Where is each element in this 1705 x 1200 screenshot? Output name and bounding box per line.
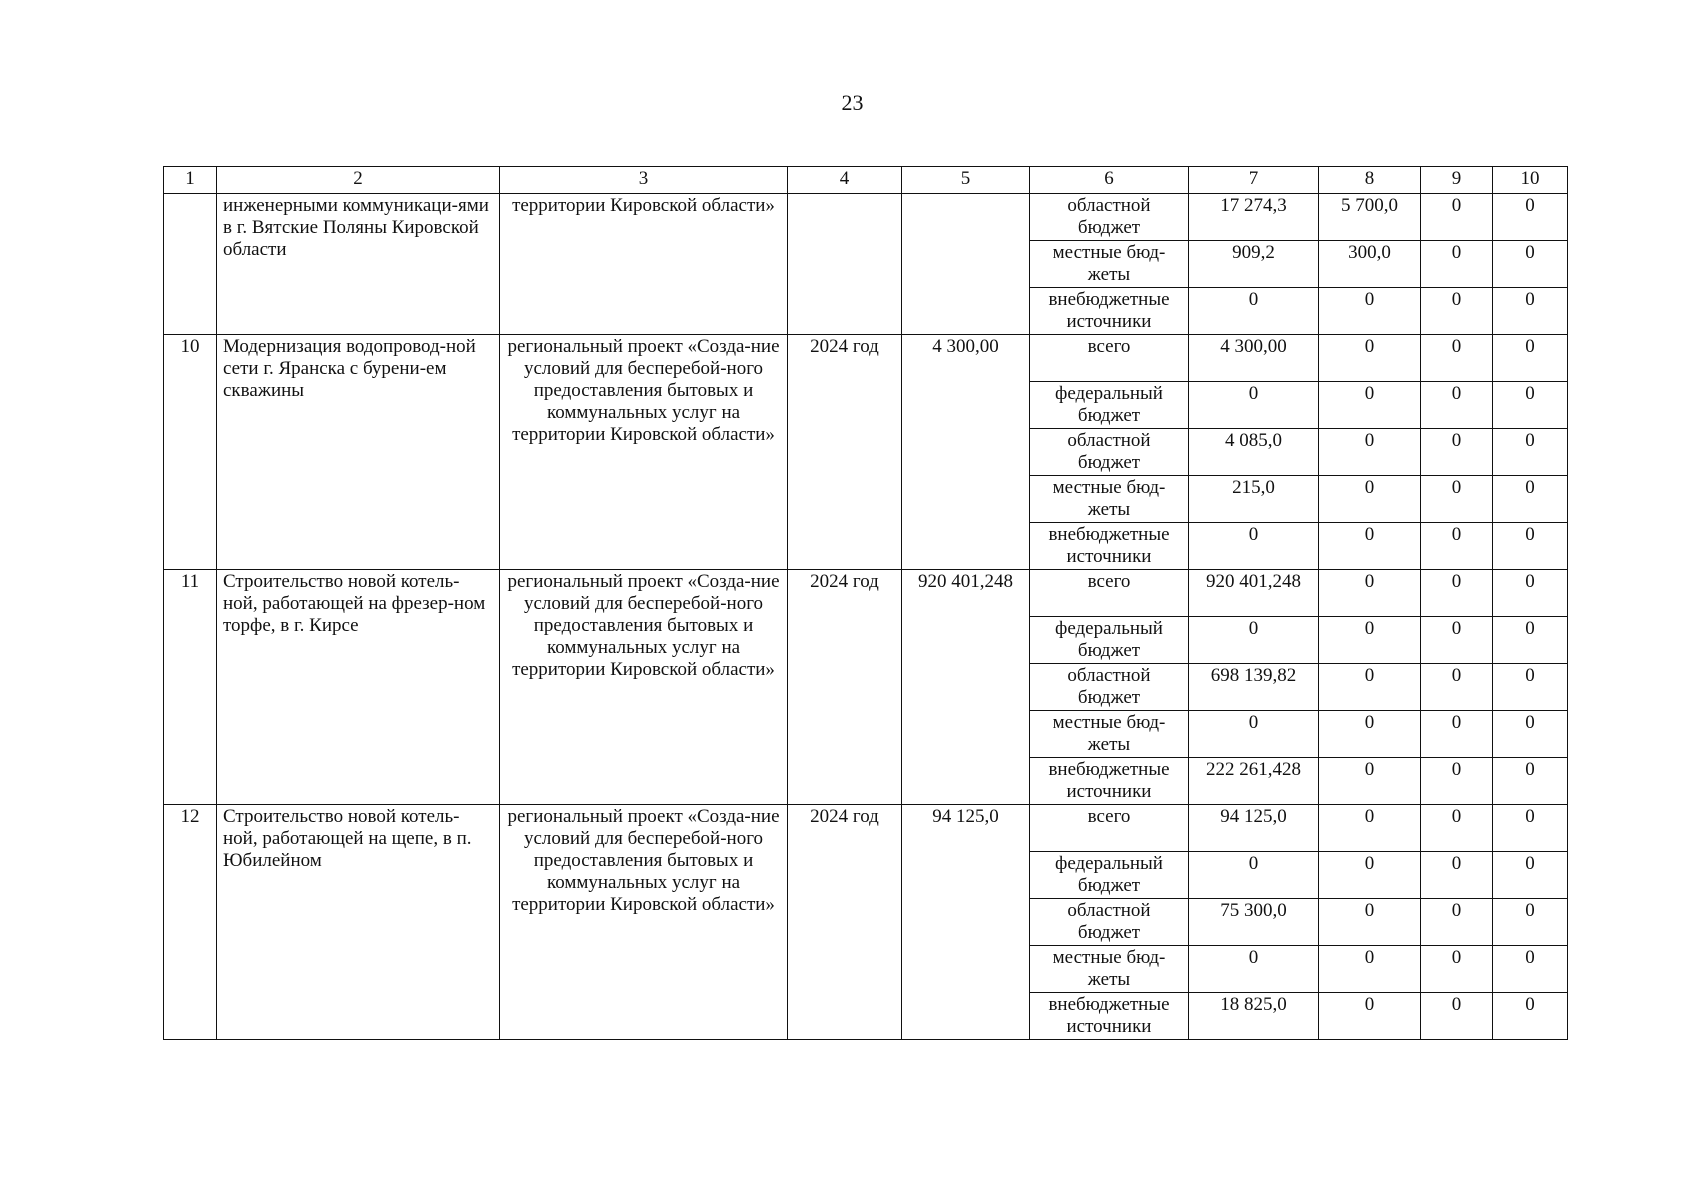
source-label: местные бюд-жеты (1030, 711, 1189, 758)
amount-cell: 94 125,0 (902, 805, 1030, 1040)
col10-value: 0 (1493, 335, 1568, 382)
col10-value: 0 (1493, 194, 1568, 241)
col8-value: 0 (1319, 382, 1421, 429)
col7-value: 215,0 (1189, 476, 1319, 523)
col9-value: 0 (1421, 523, 1493, 570)
col9-value: 0 (1421, 617, 1493, 664)
row-number-cell (164, 194, 217, 335)
col7-value: 0 (1189, 946, 1319, 993)
col9-value: 0 (1421, 664, 1493, 711)
source-label: внебюджетные источники (1030, 993, 1189, 1040)
object-name-cell: инженерными коммуникаци-ями в г. Вятские Поляны Кировской области (217, 194, 500, 335)
col7-value: 0 (1189, 382, 1319, 429)
header-cell: 5 (902, 167, 1030, 194)
col10-value: 0 (1493, 288, 1568, 335)
source-label: всего (1030, 335, 1189, 382)
col8-value: 0 (1319, 335, 1421, 382)
col7-value: 920 401,248 (1189, 570, 1319, 617)
col8-value: 0 (1319, 711, 1421, 758)
col8-value: 0 (1319, 664, 1421, 711)
header-cell: 9 (1421, 167, 1493, 194)
amount-cell: 4 300,00 (902, 335, 1030, 570)
col8-value: 0 (1319, 570, 1421, 617)
header-cell: 8 (1319, 167, 1421, 194)
row-number-cell: 12 (164, 805, 217, 1040)
source-label: областной бюджет (1030, 429, 1189, 476)
source-label: областной бюджет (1030, 899, 1189, 946)
col8-value: 0 (1319, 946, 1421, 993)
col7-value: 222 261,428 (1189, 758, 1319, 805)
year-cell: 2024 год (788, 335, 902, 570)
project-cell: региональный проект «Созда-ние условий для бесперебой-ного предоставления бытовых и коммунальных услуг на территории Кировской области» (500, 335, 788, 570)
col8-value: 0 (1319, 617, 1421, 664)
col8-value: 0 (1319, 288, 1421, 335)
col8-value: 0 (1319, 758, 1421, 805)
year-cell: 2024 год (788, 570, 902, 805)
col7-value: 0 (1189, 617, 1319, 664)
col10-value: 0 (1493, 523, 1568, 570)
col10-value: 0 (1493, 476, 1568, 523)
col8-value: 5 700,0 (1319, 194, 1421, 241)
col7-value: 698 139,82 (1189, 664, 1319, 711)
object-name-cell: Строительство новой котель-ной, работающей на фрезер-ном торфе, в г. Кирсе (217, 570, 500, 805)
table-row (164, 805, 1568, 852)
col7-value: 75 300,0 (1189, 899, 1319, 946)
col9-value: 0 (1421, 194, 1493, 241)
col7-value: 17 274,3 (1189, 194, 1319, 241)
source-label: местные бюд-жеты (1030, 241, 1189, 288)
col8-value: 300,0 (1319, 241, 1421, 288)
col10-value: 0 (1493, 570, 1568, 617)
object-name-cell: Модернизация водопровод-ной сети г. Яранска с бурени-ем скважины (217, 335, 500, 570)
project-cell: региональный проект «Созда-ние условий для бесперебой-ного предоставления бытовых и коммунальных услуг на территории Кировской области» (500, 570, 788, 805)
col9-value: 0 (1421, 570, 1493, 617)
source-label: местные бюд-жеты (1030, 476, 1189, 523)
col8-value: 0 (1319, 523, 1421, 570)
row-number-cell: 11 (164, 570, 217, 805)
project-cell: территории Кировской области» (500, 194, 788, 335)
source-label: всего (1030, 805, 1189, 852)
col9-value: 0 (1421, 335, 1493, 382)
col10-value: 0 (1493, 805, 1568, 852)
col10-value: 0 (1493, 899, 1568, 946)
source-label: федеральный бюджет (1030, 382, 1189, 429)
source-label: внебюджетные источники (1030, 758, 1189, 805)
col7-value: 4 300,00 (1189, 335, 1319, 382)
header-cell: 6 (1030, 167, 1189, 194)
row-number-cell: 10 (164, 335, 217, 570)
col7-value: 0 (1189, 711, 1319, 758)
col9-value: 0 (1421, 711, 1493, 758)
col9-value: 0 (1421, 476, 1493, 523)
col7-value: 0 (1189, 523, 1319, 570)
col10-value: 0 (1493, 711, 1568, 758)
col9-value: 0 (1421, 382, 1493, 429)
col7-value: 4 085,0 (1189, 429, 1319, 476)
col10-value: 0 (1493, 993, 1568, 1040)
amount-cell (902, 194, 1030, 335)
col9-value: 0 (1421, 429, 1493, 476)
col7-value: 0 (1189, 288, 1319, 335)
col9-value: 0 (1421, 288, 1493, 335)
source-label: внебюджетные источники (1030, 523, 1189, 570)
page-number: 23 (841, 90, 864, 115)
col9-value: 0 (1421, 805, 1493, 852)
col7-value: 0 (1189, 852, 1319, 899)
col10-value: 0 (1493, 664, 1568, 711)
amount-cell: 920 401,248 (902, 570, 1030, 805)
table-row (164, 570, 1568, 617)
col9-value: 0 (1421, 852, 1493, 899)
col7-value: 909,2 (1189, 241, 1319, 288)
header-cell: 4 (788, 167, 902, 194)
table-row (164, 194, 1568, 241)
col8-value: 0 (1319, 429, 1421, 476)
col10-value: 0 (1493, 946, 1568, 993)
source-label: областной бюджет (1030, 194, 1189, 241)
year-cell (788, 194, 902, 335)
header-cell: 2 (217, 167, 500, 194)
col8-value: 0 (1319, 993, 1421, 1040)
source-label: федеральный бюджет (1030, 852, 1189, 899)
source-label: всего (1030, 570, 1189, 617)
col9-value: 0 (1421, 899, 1493, 946)
header-cell: 10 (1493, 167, 1568, 194)
col10-value: 0 (1493, 382, 1568, 429)
header-cell: 7 (1189, 167, 1319, 194)
object-name-cell: Строительство новой котель-ной, работающей на щепе, в п. Юбилейном (217, 805, 500, 1040)
col9-value: 0 (1421, 241, 1493, 288)
year-cell: 2024 год (788, 805, 902, 1040)
col9-value: 0 (1421, 993, 1493, 1040)
col7-value: 94 125,0 (1189, 805, 1319, 852)
col8-value: 0 (1319, 899, 1421, 946)
source-label: внебюджетные источники (1030, 288, 1189, 335)
header-cell: 1 (164, 167, 217, 194)
col10-value: 0 (1493, 617, 1568, 664)
col7-value: 18 825,0 (1189, 993, 1319, 1040)
col10-value: 0 (1493, 852, 1568, 899)
source-label: федеральный бюджет (1030, 617, 1189, 664)
col8-value: 0 (1319, 852, 1421, 899)
col10-value: 0 (1493, 429, 1568, 476)
col10-value: 0 (1493, 758, 1568, 805)
program-table (163, 166, 1568, 1040)
col10-value: 0 (1493, 241, 1568, 288)
table-row (164, 335, 1568, 382)
project-cell: региональный проект «Созда-ние условий для бесперебой-ного предоставления бытовых и коммунальных услуг на территории Кировской области» (500, 805, 788, 1040)
col8-value: 0 (1319, 805, 1421, 852)
col9-value: 0 (1421, 946, 1493, 993)
col8-value: 0 (1319, 476, 1421, 523)
col9-value: 0 (1421, 758, 1493, 805)
source-label: областной бюджет (1030, 664, 1189, 711)
header-row (164, 167, 1568, 194)
source-label: местные бюд-жеты (1030, 946, 1189, 993)
header-cell: 3 (500, 167, 788, 194)
